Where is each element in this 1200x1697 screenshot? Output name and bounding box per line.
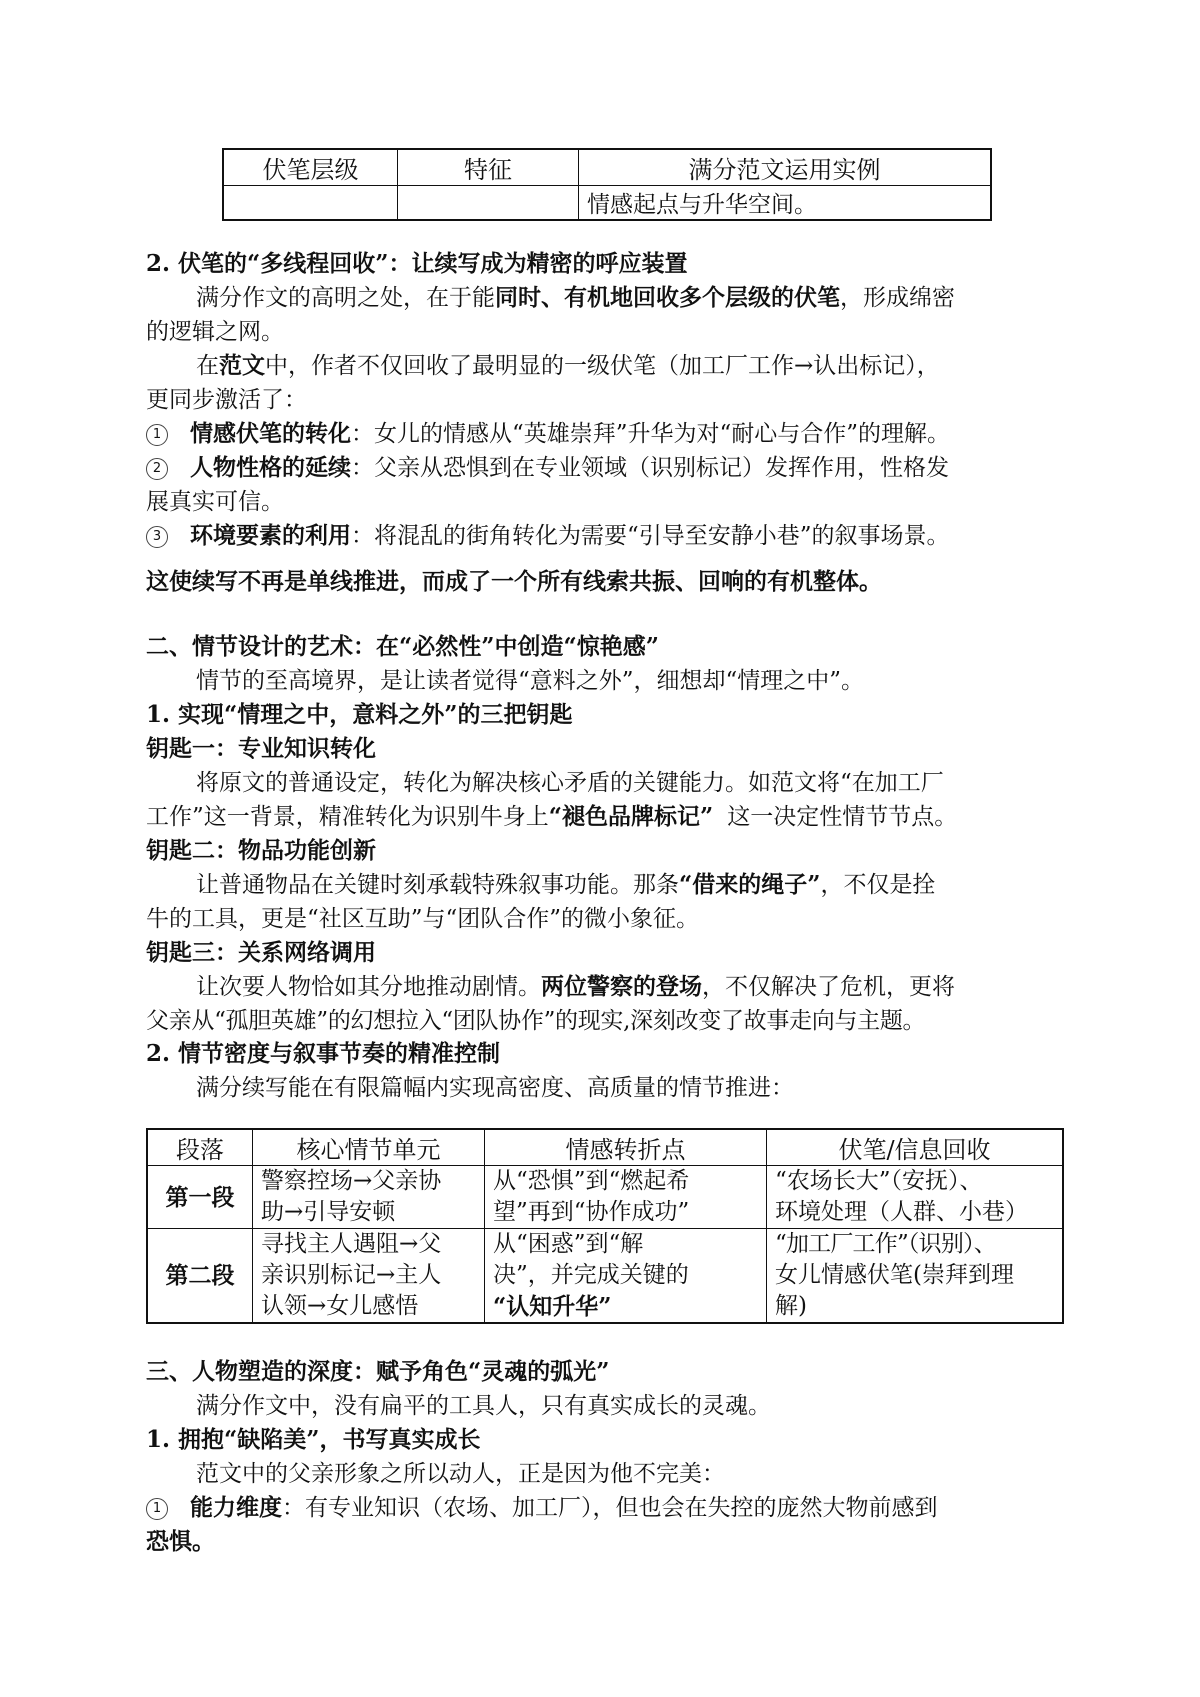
- table-header-cell: 段落: [147, 1129, 253, 1166]
- item-label: 人物性格的延续: [190, 454, 351, 481]
- list-item: [146, 417, 1066, 451]
- cell-line: 解): [775, 1293, 807, 1319]
- cell-line: 警察控场→父亲协: [261, 1168, 442, 1194]
- paragraph: 满分续写能在有限篇幅内实现高密度、高质量的情节推进：: [196, 1075, 794, 1101]
- list-item: [146, 1491, 1066, 1525]
- paragraph-cont: [146, 800, 1066, 834]
- paragraph: 满分作文中，没有扁平的工具人，只有真实成长的灵魂。: [196, 1393, 771, 1419]
- circled-number-icon: 2: [146, 458, 168, 480]
- item-label: 情感伏笔的转化: [190, 420, 351, 447]
- section-heading: 二、情节设计的艺术：在“必然性”中创造“惊艳感”: [146, 633, 659, 660]
- bold-text: 范文: [219, 352, 265, 379]
- paragraph: 范文中的父亲形象之所以动人，正是因为他不完美：: [196, 1461, 725, 1487]
- cell-line: 助→引导安顿: [261, 1199, 396, 1225]
- bold-text: “借来的绳子”: [679, 871, 821, 898]
- cell-line: 亲识别标记→主人: [261, 1262, 442, 1288]
- plot-density-table: [146, 1128, 1064, 1324]
- paragraph: 将原文的普通设定，转化为解决核心矛盾的关键能力。如范文将“在加工厂: [196, 770, 944, 796]
- paragraph-cont: 牛的工具，更是“社区互助”与“团队合作”的微小象征。: [146, 906, 700, 932]
- paragraph: 情节的至高境界，是让读者觉得“意料之外”，细想却“情理之中”。: [196, 668, 865, 694]
- subsection-heading: 1. 拥抱“缺陷美”，书写真实成长: [146, 1426, 481, 1453]
- item-label: 能力维度: [190, 1494, 282, 1521]
- table-cell: [223, 186, 398, 221]
- text: ，形成绵密: [840, 285, 955, 311]
- text: ，不仅解决了危机，更将: [702, 974, 955, 1000]
- text: 在: [196, 353, 219, 379]
- character-section: [146, 1355, 1066, 1559]
- plot-density-section: [146, 1037, 1066, 1105]
- key-title: 钥匙一：专业知识转化: [146, 735, 376, 762]
- item-text: ：女儿的情感从“英雄崇拜”升华为对“耐心与合作”的理解。: [351, 421, 951, 447]
- list-item-cont: 展真实可信。: [146, 489, 284, 515]
- segment-cell: 第一段: [147, 1166, 253, 1229]
- foreshadow-level-table: [222, 148, 992, 221]
- bold-text: 同时、有机地回收多个层级的伏笔: [495, 284, 840, 311]
- table-cell: 情感起点与升华空间。: [579, 186, 992, 221]
- subsection-heading: 2. 情节密度与叙事节奏的精准控制: [146, 1040, 501, 1067]
- table-row: [223, 186, 991, 221]
- cell-line: 寻找主人遇阻→父: [261, 1231, 442, 1257]
- table-header-cell: 伏笔/信息回收: [767, 1129, 1064, 1166]
- cell-line: 女儿情感伏笔(崇拜到理: [775, 1262, 1014, 1288]
- key-title: 钥匙二：物品功能创新: [146, 837, 376, 864]
- text: 满分作文的高明之处，在于能: [196, 285, 495, 311]
- circled-number-icon: 3: [146, 526, 168, 548]
- item-text: ：父亲从恐惧到在专业领域（识别标记）发挥作用，性格发: [351, 455, 949, 481]
- emotion-turn-cell: [485, 1229, 767, 1324]
- cell-line: 环境处理（人群、小巷）: [775, 1199, 1028, 1225]
- paragraph: [146, 970, 1066, 1004]
- circled-number-icon: 1: [146, 424, 168, 446]
- cell-line: 认领→女儿感悟: [261, 1293, 419, 1319]
- cell-line: 从“恐惧”到“燃起希: [493, 1168, 690, 1194]
- paragraph-cont: 父亲从“孤胆英雄”的幻想拉入“团队协作”的现实,深刻改变了故事走向与主题。: [146, 1008, 926, 1034]
- table-row: [147, 1229, 1063, 1324]
- text: ，不仅是拴: [820, 872, 936, 898]
- text: 这一决定性情节节点。: [727, 804, 958, 830]
- foreshadow-cell: [767, 1166, 1064, 1229]
- table-cell: [398, 186, 579, 221]
- plot-unit-cell: [253, 1229, 485, 1324]
- table-header-cell: 情感转折点: [485, 1129, 767, 1166]
- paragraph: [146, 868, 1066, 902]
- cell-line: 望”再到“协作成功”: [493, 1199, 690, 1225]
- segment-cell: 第二段: [147, 1229, 253, 1324]
- subsection-heading: 1. 实现“情理之中，意料之外”的三把钥匙: [146, 701, 573, 728]
- circled-number-icon: 1: [146, 1498, 168, 1520]
- paragraph: [146, 349, 1066, 383]
- cell-line: “农场长大”（安抚）、: [775, 1168, 983, 1194]
- paragraph-cont: 的逻辑之网。: [146, 319, 284, 345]
- item-text: ：将混乱的街角转化为需要“引导至安静小巷”的叙事场景。: [351, 523, 950, 549]
- foreshadow-cell: [767, 1229, 1064, 1324]
- section-heading: 2. 伏笔的“多线程回收”：让续写成为精密的呼应装置: [146, 250, 688, 277]
- item-text: ：有专业知识（农场、加工厂），但也会在失控的庞然大物前感到: [282, 1495, 938, 1521]
- table-row: [147, 1166, 1063, 1229]
- cell-line: 决”，并完成关键的: [493, 1262, 689, 1288]
- table-header-row: [223, 149, 991, 186]
- text: 让次要人物恰如其分地推动剧情。: [196, 974, 541, 1000]
- paragraph-cont: 更同步激活了：: [146, 387, 307, 413]
- bold-text: 两位警察的登场: [541, 973, 702, 1000]
- table-header-cell: 特征: [398, 149, 579, 186]
- list-item: [146, 519, 1066, 553]
- table-header-cell: 伏笔层级: [223, 149, 398, 186]
- list-item: [146, 451, 1066, 485]
- cell-line: “加工厂工作”（识别）、: [775, 1231, 996, 1257]
- emotion-turn-cell: [485, 1166, 767, 1229]
- text: 让普通物品在关键时刻承载特殊叙事功能。那条: [196, 872, 679, 898]
- summary-sentence: 这使续写不再是单线推进，而成了一个所有线索共振、回响的有机整体。: [146, 568, 882, 595]
- text: 工作”这一背景，精准转化为识别牛身上: [146, 804, 549, 830]
- section-heading: 三、人物塑造的深度：赋予角色“灵魂的弧光”: [146, 1358, 610, 1385]
- table-header-cell: 核心情节单元: [253, 1129, 485, 1166]
- bold-text: “褪色品牌标记”: [548, 803, 714, 830]
- text: 中，作者不仅回收了最明显的一级伏笔（加工厂工作→认出标记），: [265, 353, 940, 379]
- item-label: 环境要素的利用: [190, 522, 351, 549]
- paragraph: [146, 281, 1066, 315]
- cell-line-bold: “认知升华”: [493, 1293, 612, 1320]
- plot-unit-cell: [253, 1166, 485, 1229]
- list-item-cont: 恐惧。: [146, 1528, 215, 1555]
- plot-design-section: [146, 630, 1066, 1038]
- key-title: 钥匙三：关系网络调用: [146, 939, 376, 966]
- table-header-row: [147, 1129, 1063, 1166]
- cell-line: 从“困惑”到“解: [493, 1231, 644, 1257]
- table-header-cell: 满分范文运用实例: [579, 149, 992, 186]
- multi-thread-section: [146, 247, 1066, 553]
